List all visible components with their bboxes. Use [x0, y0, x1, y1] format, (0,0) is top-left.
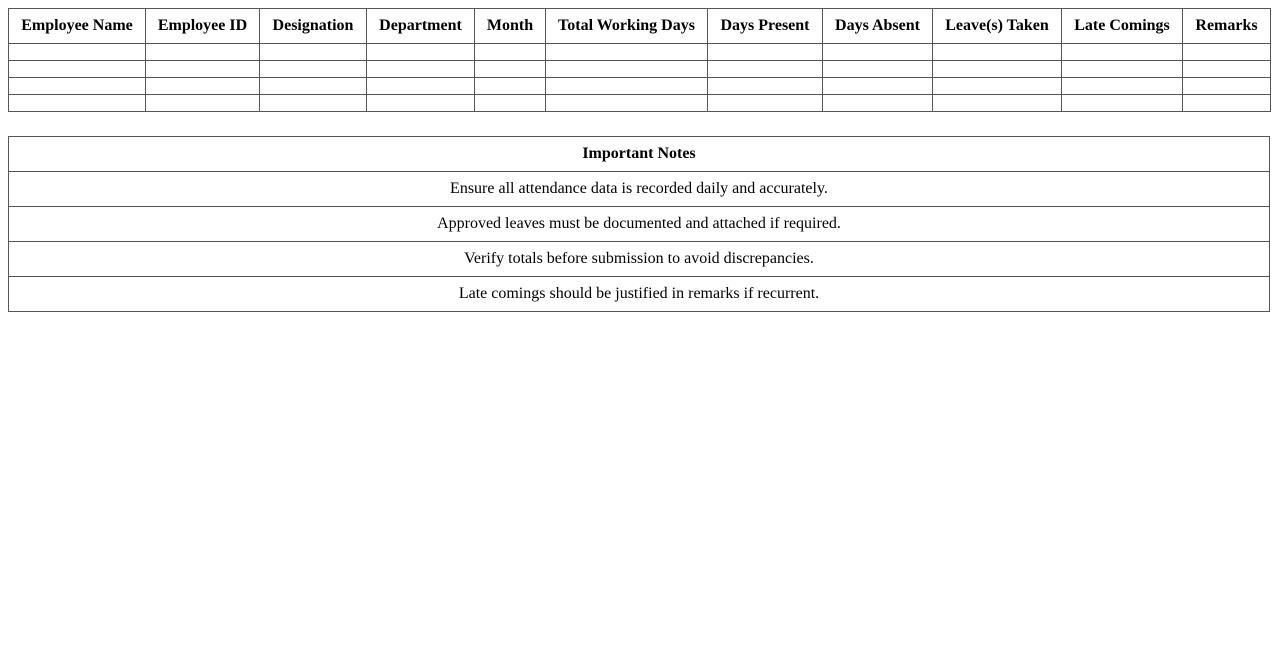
table-cell[interactable]: [146, 44, 260, 61]
notes-row: [9, 242, 1270, 277]
table-cell[interactable]: [546, 78, 708, 95]
notes-row: [9, 277, 1270, 312]
note-item: Late comings should be justified in remarks if recurrent.: [9, 277, 1270, 312]
column-header-total-working-days: Total Working Days: [546, 9, 708, 44]
table-cell[interactable]: [475, 44, 546, 61]
table-cell[interactable]: [546, 44, 708, 61]
table-cell[interactable]: [260, 95, 367, 112]
notes-title: Important Notes: [9, 137, 1270, 172]
note-item: Verify totals before submission to avoid discrepancies.: [9, 242, 1270, 277]
notes-header-row: [9, 137, 1270, 172]
table-cell[interactable]: [823, 95, 933, 112]
table-cell[interactable]: [933, 95, 1062, 112]
column-header-employee-id: Employee ID: [146, 9, 260, 44]
table-cell[interactable]: [823, 44, 933, 61]
attendance-table: [8, 8, 1271, 112]
table-cell[interactable]: [1183, 61, 1271, 78]
column-header-month: Month: [475, 9, 546, 44]
table-cell[interactable]: [708, 95, 823, 112]
table-cell[interactable]: [708, 44, 823, 61]
table-row: [9, 78, 1271, 95]
table-cell[interactable]: [1183, 44, 1271, 61]
note-item: Ensure all attendance data is recorded daily and accurately.: [9, 172, 1270, 207]
table-cell[interactable]: [708, 78, 823, 95]
table-cell[interactable]: [546, 95, 708, 112]
column-header-employee-name: Employee Name: [9, 9, 146, 44]
table-cell[interactable]: [1062, 78, 1183, 95]
table-cell[interactable]: [1062, 61, 1183, 78]
table-header-row: [9, 9, 1271, 44]
table-cell[interactable]: [9, 61, 146, 78]
table-cell[interactable]: [9, 95, 146, 112]
table-cell[interactable]: [933, 44, 1062, 61]
table-cell[interactable]: [1062, 44, 1183, 61]
table-cell[interactable]: [146, 95, 260, 112]
table-row: [9, 44, 1271, 61]
table-cell[interactable]: [475, 78, 546, 95]
table-cell[interactable]: [9, 44, 146, 61]
notes-row: [9, 172, 1270, 207]
notes-row: [9, 207, 1270, 242]
column-header-leaves-taken: Leave(s) Taken: [933, 9, 1062, 44]
table-cell[interactable]: [933, 61, 1062, 78]
table-cell[interactable]: [260, 61, 367, 78]
table-cell[interactable]: [823, 78, 933, 95]
column-header-department: Department: [367, 9, 475, 44]
column-header-designation: Designation: [260, 9, 367, 44]
table-cell[interactable]: [260, 78, 367, 95]
table-cell[interactable]: [9, 78, 146, 95]
column-header-remarks: Remarks: [1183, 9, 1271, 44]
table-row: [9, 95, 1271, 112]
table-cell[interactable]: [933, 78, 1062, 95]
table-cell[interactable]: [546, 61, 708, 78]
table-row: [9, 61, 1271, 78]
table-cell[interactable]: [260, 44, 367, 61]
table-cell[interactable]: [367, 95, 475, 112]
table-cell[interactable]: [475, 95, 546, 112]
column-header-days-present: Days Present: [708, 9, 823, 44]
column-header-days-absent: Days Absent: [823, 9, 933, 44]
table-cell[interactable]: [367, 44, 475, 61]
table-cell[interactable]: [475, 61, 546, 78]
table-cell[interactable]: [367, 61, 475, 78]
table-cell[interactable]: [1062, 95, 1183, 112]
table-cell[interactable]: [1183, 78, 1271, 95]
important-notes-table: [8, 136, 1270, 312]
table-cell[interactable]: [367, 78, 475, 95]
table-cell[interactable]: [146, 61, 260, 78]
table-cell[interactable]: [708, 61, 823, 78]
table-cell[interactable]: [146, 78, 260, 95]
note-item: Approved leaves must be documented and attached if required.: [9, 207, 1270, 242]
column-header-late-comings: Late Comings: [1062, 9, 1183, 44]
table-cell[interactable]: [823, 61, 933, 78]
table-cell[interactable]: [1183, 95, 1271, 112]
